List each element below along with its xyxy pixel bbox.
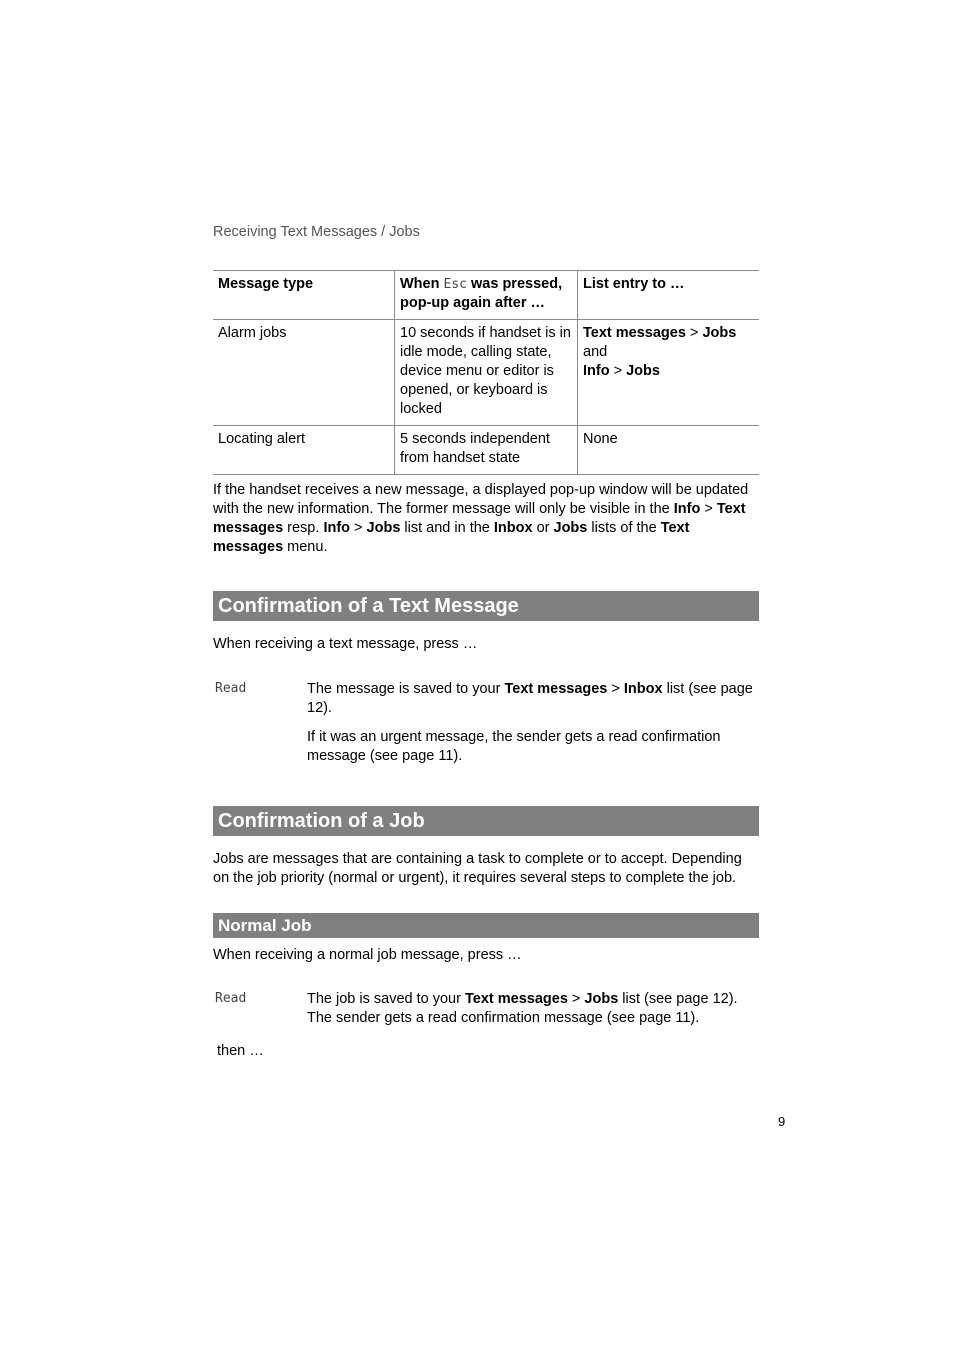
cell-message-type: Alarm jobs xyxy=(213,320,395,426)
path-separator: > xyxy=(609,363,627,379)
table-row xyxy=(213,426,759,475)
column-header-text: was pressed, pop-up again after … xyxy=(400,276,563,311)
menu-path-item: Info xyxy=(673,501,701,517)
cell-list-entry xyxy=(578,320,760,426)
section-lead: Jobs are messages that are containing a task to complete or to accept. Depending on the job priority (normal or urgent), it requires several steps to complete the job. xyxy=(213,851,742,886)
table-header-row xyxy=(213,271,759,320)
text: menu. xyxy=(283,539,328,555)
text: lists of the xyxy=(587,520,661,536)
text: If the handset receives a new message, a displayed pop-up window will be updated with the new information. The former message will only be visible in the xyxy=(213,482,749,517)
menu-path-item: Text messages xyxy=(213,501,746,536)
running-header: Receiving Text Messages / Jobs xyxy=(213,224,420,240)
then-text: then … xyxy=(217,1043,264,1059)
cell-popup-again: 10 seconds if handset is in idle mode, calling state, device menu or editor is opened, or keyboard is locked xyxy=(395,320,578,426)
column-header-message-type: Message type xyxy=(213,271,395,320)
intro-paragraph xyxy=(213,481,759,557)
menu-path-item: Text messages xyxy=(213,520,690,555)
conjunction: and xyxy=(583,344,608,360)
column-header-text: When xyxy=(400,276,444,292)
column-header-list-entry: List entry to … xyxy=(578,271,760,320)
urgent-note: If it was an urgent message, the sender gets a read confirmation message (see page 11). xyxy=(307,729,721,764)
section-heading-text-message-confirmation: Confirmation of a Text Message xyxy=(213,591,759,621)
esc-key-label: Esc xyxy=(443,277,467,292)
page-number: 9 xyxy=(778,1114,786,1129)
path-separator: > xyxy=(350,520,367,536)
path-separator: > xyxy=(567,991,585,1007)
job-read-description xyxy=(307,990,759,1028)
read-description xyxy=(307,680,759,718)
text: resp. xyxy=(283,520,324,536)
text: The message is saved to your xyxy=(307,681,505,697)
subsection-heading-normal-job: Normal Job xyxy=(213,913,759,938)
menu-path-item: Jobs xyxy=(702,325,737,341)
section-heading-job-confirmation: Confirmation of a Job xyxy=(213,806,759,836)
text: or xyxy=(532,520,554,536)
menu-path-item: Text messages xyxy=(504,681,608,697)
cell-list-entry: None xyxy=(578,426,760,475)
menu-path-item: Jobs xyxy=(553,520,588,536)
cell-popup-again: 5 seconds independent from handset state xyxy=(395,426,578,475)
cell-message-type: Locating alert xyxy=(213,426,395,475)
text: list (see page 12). xyxy=(307,681,753,716)
menu-path-item: Text messages xyxy=(464,991,568,1007)
text: list (see page 12). The sender gets a read confirmation message (see page 11). xyxy=(307,991,738,1026)
text: list and in the xyxy=(400,520,494,536)
table-row xyxy=(213,320,759,426)
read-softkey-label: Read xyxy=(215,991,247,1006)
section-lead: When receiving a text message, press … xyxy=(213,636,478,652)
menu-path-item: Inbox xyxy=(493,520,533,536)
read-softkey-label: Read xyxy=(215,681,247,696)
path-separator: > xyxy=(700,501,717,517)
subsection-lead: When receiving a normal job message, press … xyxy=(213,947,522,963)
text: The job is saved to your xyxy=(307,991,465,1007)
menu-path-item: Text messages xyxy=(583,325,686,341)
path-separator: > xyxy=(685,325,703,341)
path-separator: > xyxy=(607,681,624,697)
popup-behaviour-table xyxy=(213,270,759,475)
menu-path-item: Info xyxy=(583,363,610,379)
menu-path-item: Inbox xyxy=(623,681,663,697)
menu-path-item: Info xyxy=(323,520,351,536)
column-header-popup-again xyxy=(395,271,578,320)
menu-path-item: Jobs xyxy=(626,363,660,379)
menu-path-item: Jobs xyxy=(584,991,619,1007)
menu-path-item: Jobs xyxy=(366,520,401,536)
